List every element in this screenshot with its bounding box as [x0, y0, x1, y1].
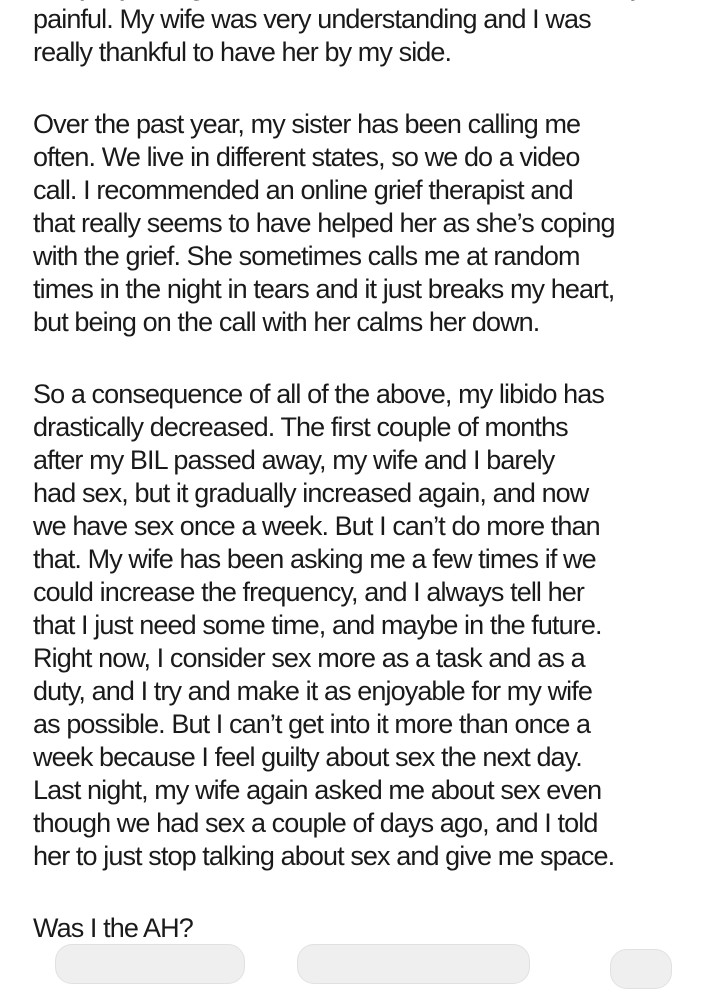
post-text-line: Was I the AH?	[33, 913, 193, 943]
post-text-line: as possible. But I can’t get into it more than once a	[33, 709, 591, 739]
post-text-line: though we had sex a couple of days ago, and I told	[33, 808, 598, 838]
post-text-line: could increase the frequency, and I always tell her	[33, 577, 584, 607]
post-text-line: after my BIL passed away, my wife and I barely	[33, 445, 555, 475]
post-text-line: week because I feel guilty about sex the next day.	[33, 742, 582, 772]
post-text-line: call. I recommended an online grief therapist and	[33, 175, 573, 205]
post-text-line: Right now, I consider sex more as a task and as a	[33, 643, 585, 673]
post-text-line: So a consequence of all of the above, my libido has	[33, 379, 605, 409]
post-text-line: but being on the call with her calms her down.	[33, 307, 540, 337]
post-text-line: that I just need some time, and maybe in the future.	[33, 610, 602, 640]
post-text-line: her to just stop talking about sex and give me space.	[33, 841, 615, 871]
post-text-line: had sex, but it gradually increased again, and now	[33, 478, 589, 508]
post-text-line: painful. My wife was very understanding and I was	[33, 4, 591, 34]
post-text-line: drastically decreased. The first couple of months	[33, 412, 568, 442]
post-text-line: that really seems to have helped her as she’s coping	[33, 208, 615, 238]
post-paragraph	[33, 912, 705, 945]
post-paragraph	[33, 108, 705, 339]
post-text-line: Over the past year, my sister has been calling me	[33, 109, 581, 139]
post-body	[33, 0, 705, 984]
bottom-action-chip-2[interactable]	[297, 944, 530, 984]
post-text-line: duty, and I try and make it as enjoyable for my wife	[33, 676, 592, 706]
bottom-action-chip-3[interactable]	[610, 949, 672, 989]
post-text-line: that. My wife has been asking me a few times if we	[33, 544, 596, 574]
post-paragraph	[33, 378, 705, 873]
bottom-action-chip-1[interactable]	[55, 944, 245, 984]
post-text-line: often. We live in different states, so we do a video	[33, 142, 580, 172]
post-text-line: times in the night in tears and it just breaks my heart,	[33, 274, 615, 304]
post-text-line: we have sex once a week. But I can’t do more than	[33, 511, 600, 541]
post-text-line: with the grief. She sometimes calls me at random	[33, 241, 580, 271]
post-text-line: Last night, my wife again asked me about sex even	[33, 775, 602, 805]
post-text-line: really thankful to have her by my side.	[33, 37, 452, 67]
post-paragraph	[33, 0, 705, 69]
